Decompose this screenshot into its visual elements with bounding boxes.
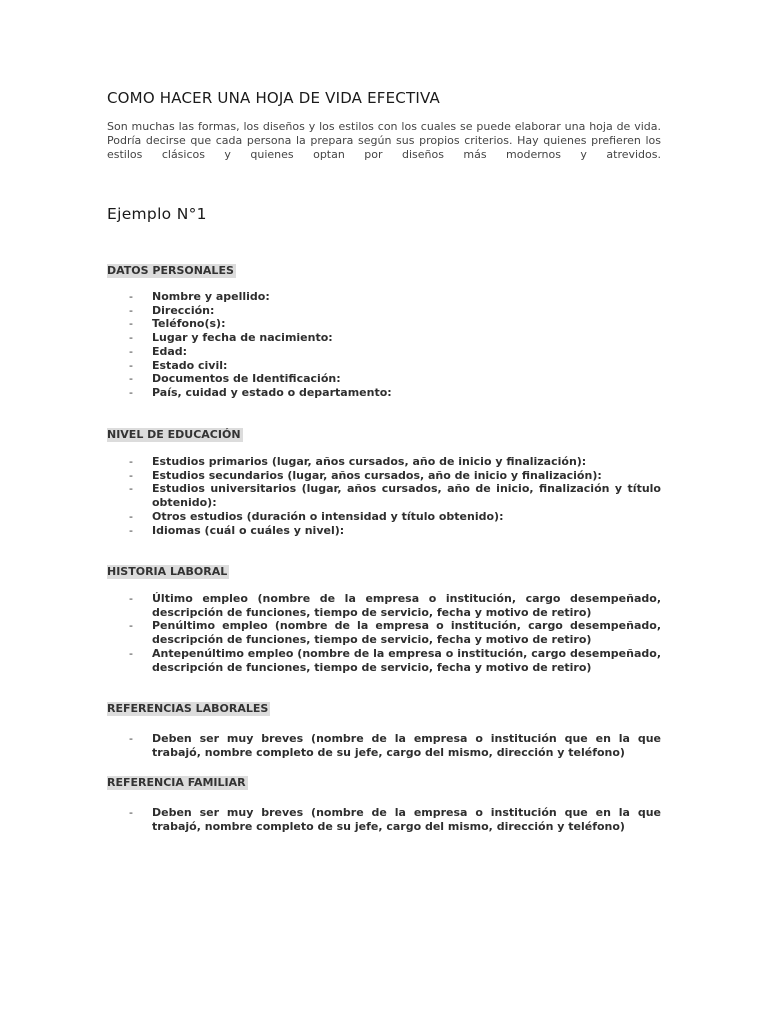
list-item-text: Estudios universitarios (lugar, años cursados, año de inicio, finalización y título obtenido): bbox=[152, 482, 661, 510]
list-item bbox=[107, 331, 661, 345]
bullet-dash: - bbox=[129, 344, 133, 358]
bullet-dash: - bbox=[129, 592, 133, 605]
list-item bbox=[107, 647, 661, 674]
list-item bbox=[107, 619, 661, 646]
example-title: Ejemplo N°1 bbox=[107, 205, 207, 223]
bullet-dash: - bbox=[129, 372, 133, 386]
bullet-dash: - bbox=[129, 523, 133, 537]
list-item bbox=[107, 317, 661, 331]
list-item bbox=[107, 482, 661, 509]
list-item bbox=[107, 510, 661, 524]
section-heading-referencia-familiar: REFERENCIA FAMILIAR bbox=[107, 776, 246, 789]
list-item bbox=[107, 359, 661, 373]
section-heading-referencias-laborales: REFERENCIAS LABORALES bbox=[107, 702, 269, 715]
bullet-dash: - bbox=[129, 385, 133, 399]
bullet-dash: - bbox=[129, 482, 133, 496]
section-heading-historia-laboral: HISTORIA LABORAL bbox=[107, 565, 228, 578]
bullet-dash: - bbox=[129, 358, 133, 372]
list-item bbox=[107, 455, 661, 469]
bullet-dash: - bbox=[129, 303, 133, 317]
list-item-text: Dirección: bbox=[152, 303, 215, 317]
bullet-dash: - bbox=[129, 290, 133, 303]
list-item bbox=[107, 806, 661, 833]
bullet-dash: - bbox=[129, 732, 133, 745]
bullet-dash: - bbox=[129, 468, 133, 482]
list-item bbox=[107, 386, 661, 400]
list-nivel-educacion bbox=[107, 455, 661, 537]
list-datos-personales bbox=[107, 290, 661, 400]
bullet-dash: - bbox=[129, 509, 133, 523]
section-heading-datos-personales: DATOS PERSONALES bbox=[107, 264, 234, 277]
list-item bbox=[107, 732, 661, 759]
list-referencias-laborales bbox=[107, 732, 661, 759]
bullet-dash: - bbox=[129, 806, 133, 819]
list-item-text: Último empleo (nombre de la empresa o institución, cargo desempeñado, descripción de funciones, tiempo de servicio, fecha y motivo de retiro) bbox=[152, 592, 661, 619]
section-heading-nivel-educacion: NIVEL DE EDUCACIÓN bbox=[107, 428, 241, 441]
list-item bbox=[107, 372, 661, 386]
list-item-text: Edad: bbox=[152, 344, 188, 358]
list-item-text: Lugar y fecha de nacimiento: bbox=[152, 331, 333, 345]
bullet-dash: - bbox=[129, 317, 133, 331]
bullet-dash: - bbox=[129, 619, 133, 633]
list-item bbox=[107, 345, 661, 359]
list-item-text: Antepenúltimo empleo (nombre de la empresa o institución, cargo desempeñado, descripción de funciones, tiempo de servicio, fecha y motivo de retiro) bbox=[152, 646, 661, 674]
document-title: COMO HACER UNA HOJA DE VIDA EFECTIVA bbox=[107, 89, 440, 107]
list-referencia-familiar bbox=[107, 806, 661, 833]
list-item bbox=[107, 290, 661, 304]
list-item-text: Documentos de Identificación: bbox=[152, 372, 341, 386]
bullet-dash: - bbox=[129, 646, 133, 660]
list-item-text: Teléfono(s): bbox=[152, 317, 226, 331]
list-item-text: Deben ser muy breves (nombre de la empresa o institución que en la que trabajó, nombre completo de su jefe, cargo del mismo, dirección y teléfono) bbox=[152, 806, 661, 833]
bullet-dash: - bbox=[129, 455, 133, 468]
list-item-text: Estudios primarios (lugar, años cursados, año de inicio y finalización): bbox=[152, 455, 587, 468]
list-item-text: Nombre y apellido: bbox=[152, 290, 270, 303]
list-item-text: Otros estudios (duración o intensidad y título obtenido): bbox=[152, 509, 504, 523]
list-item-text: Penúltimo empleo (nombre de la empresa o institución, cargo desempeñado, descripción de funciones, tiempo de servicio, fecha y motivo de retiro) bbox=[152, 619, 661, 647]
list-item bbox=[107, 304, 661, 318]
list-item bbox=[107, 469, 661, 483]
intro-paragraph: Son muchas las formas, los diseños y los estilos con los cuales se puede elaborar una hoja de vida. Podría decirse que cada persona la prepara según sus propios criterios. Hay quienes prefieren los estilos clásicos y quienes optan por diseños más modernos y atrevidos. bbox=[107, 120, 661, 161]
list-item bbox=[107, 592, 661, 619]
list-item-text: Estudios secundarios (lugar, años cursados, año de inicio y finalización): bbox=[152, 468, 602, 482]
list-item-text: Idiomas (cuál o cuáles y nivel): bbox=[152, 523, 345, 537]
list-item-text: Estado civil: bbox=[152, 358, 228, 372]
list-historia-laboral bbox=[107, 592, 661, 674]
list-item-text: Deben ser muy breves (nombre de la empresa o institución que en la que trabajó, nombre completo de su jefe, cargo del mismo, dirección y teléfono) bbox=[152, 732, 661, 759]
bullet-dash: - bbox=[129, 331, 133, 345]
list-item-text: País, cuidad y estado o departamento: bbox=[152, 385, 392, 399]
list-item bbox=[107, 524, 661, 538]
